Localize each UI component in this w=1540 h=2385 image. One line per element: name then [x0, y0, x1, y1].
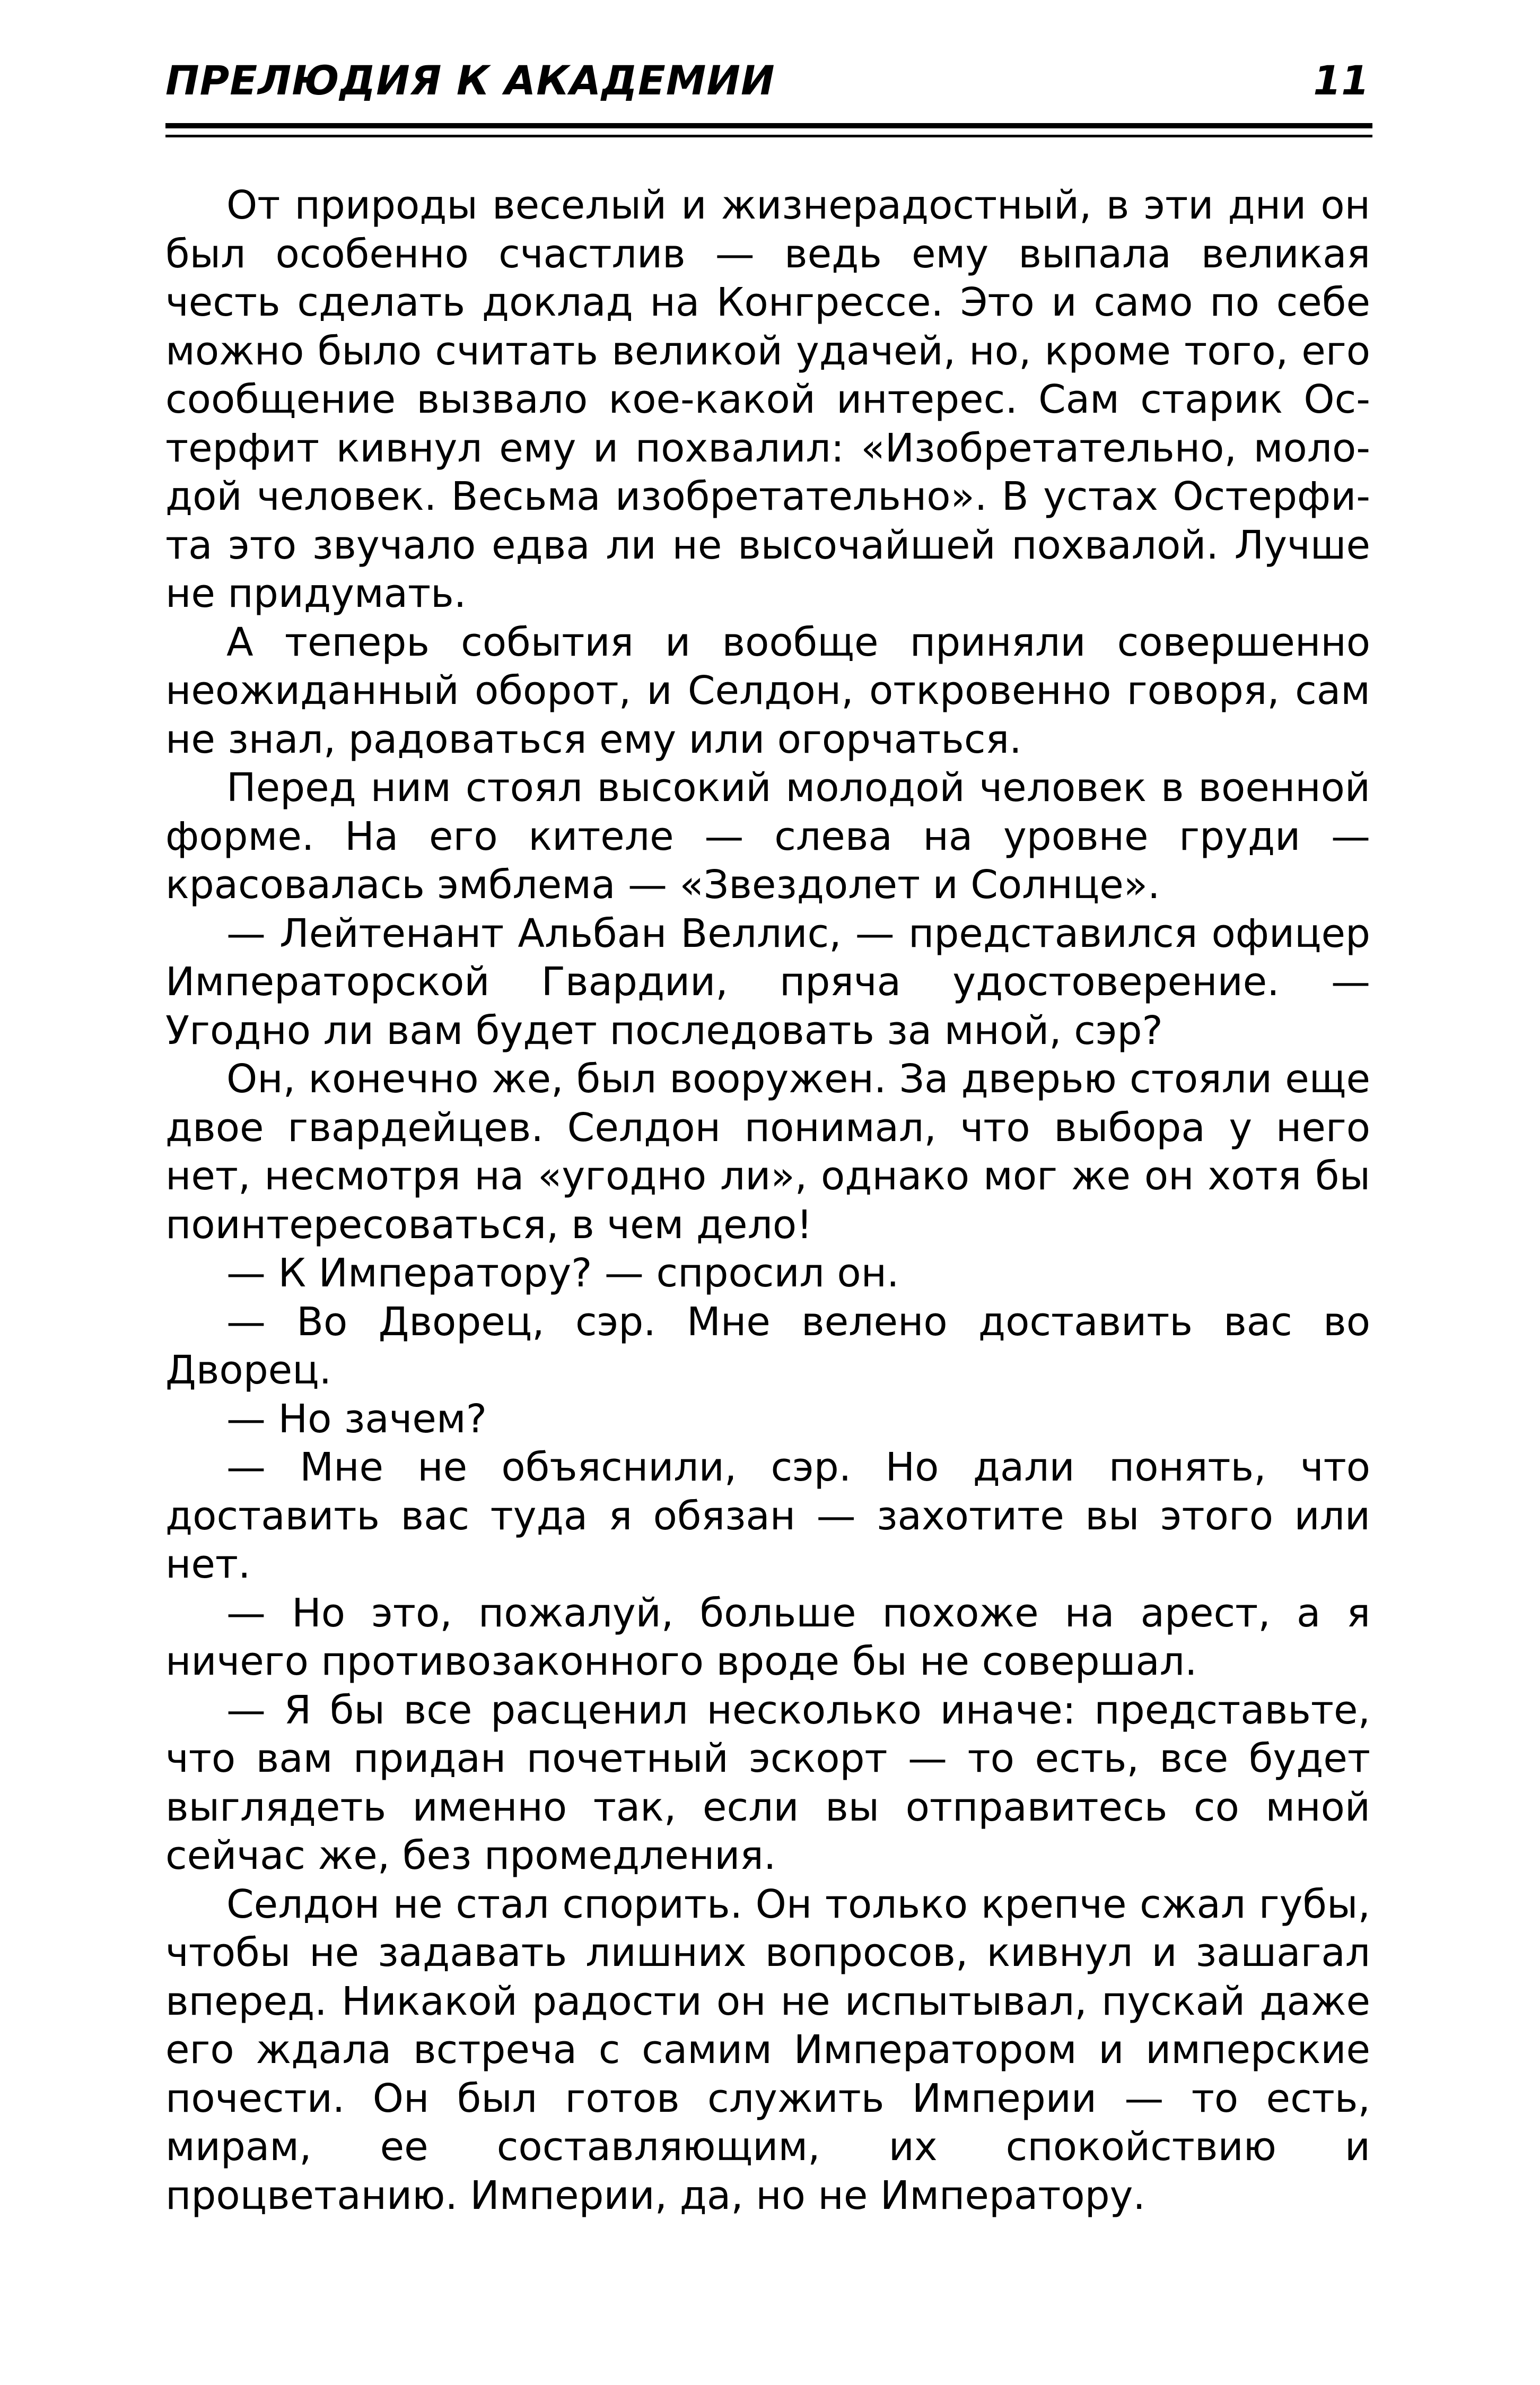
page-number: 11	[1313, 57, 1369, 104]
running-title: ПРЕЛЮДИЯ К АКАДЕМИИ	[165, 57, 775, 104]
paragraph: — К Императору? — спросил он.	[226, 1250, 899, 1296]
paragraph: Селдон не стал спорить. Он только крепче сжал губы, чтобы не задавать лишних вопросов, кивнул и зашагал вперед. Никакой радости он не испытывал, пускай даже его ждала встреча с самим Императором и имперские почести. Он был готов служить Империи — то есть, мирам, ее составляющим, их спокойствию и процветанию. Империи, да, но не Императору.	[165, 1881, 1370, 2218]
header-rule-thin	[165, 135, 1372, 137]
paragraph: Он, конечно же, был вооружен. За дверью стояли еще двое гвардейцев. Селдон понимал, что выбора у него нет, несмотря на «угодно ли», однако мог же он хотя бы поинтересоваться, в чем дело!	[165, 1056, 1370, 1248]
paragraph: От природы веселый и жизнерадостный, в эти дни он был особенно счастлив — ведь ему выпала великая честь сделать доклад на Конгрессе. Это и само по себе можно было считать великой удачей, но, кроме того, его сообщение вызвало кое-какой интерес. Сам старик Остерфит кивнул ему и похвалил: «Изобретательно, молодой человек. Весьма изобретательно». В устах Остерфита это звучало едва ли не высочайшей похвалой. Лучше не придумать.	[165, 182, 1370, 616]
body-text	[165, 181, 1370, 2220]
header-rule-thick	[165, 123, 1372, 128]
paragraph: — Лейтенант Альбан Веллис, — представился офицер Императорской Гвардии, пряча удостоверение. — Угодно ли вам будет последовать за мной, сэр?	[165, 910, 1370, 1054]
paragraph: — Во Дворец, сэр. Мне велено доставить вас во Дворец.	[165, 1299, 1370, 1393]
paragraph: А теперь события и вообще приняли совершенно неожиданный оборот, и Селдон, откровенно говоря, сам не знал, радоваться ему или огорчаться.	[165, 619, 1370, 762]
paragraph: — Я бы все расценил несколько иначе: представьте, что вам придан почетный эскорт — то есть, все будет выглядеть именно так, если вы отправитесь со мной сейчас же, без промедления.	[165, 1687, 1370, 1878]
paragraph: — Мне не объяснили, сэр. Но дали понять, что доставить вас туда я обязан — захотите вы этого или нет.	[165, 1444, 1370, 1587]
paragraph: Перед ним стоял высокий молодой человек в военной форме. На его кителе — слева на уровне груди — красовалась эмблема — «Звездолет и Солнце».	[165, 765, 1370, 908]
page-header	[165, 51, 1372, 110]
paragraph: — Но это, пожалуй, больше похоже на арест, а я ничего противозаконного вроде бы не совершал.	[165, 1590, 1370, 1684]
paragraph: — Но зачем?	[226, 1396, 487, 1442]
